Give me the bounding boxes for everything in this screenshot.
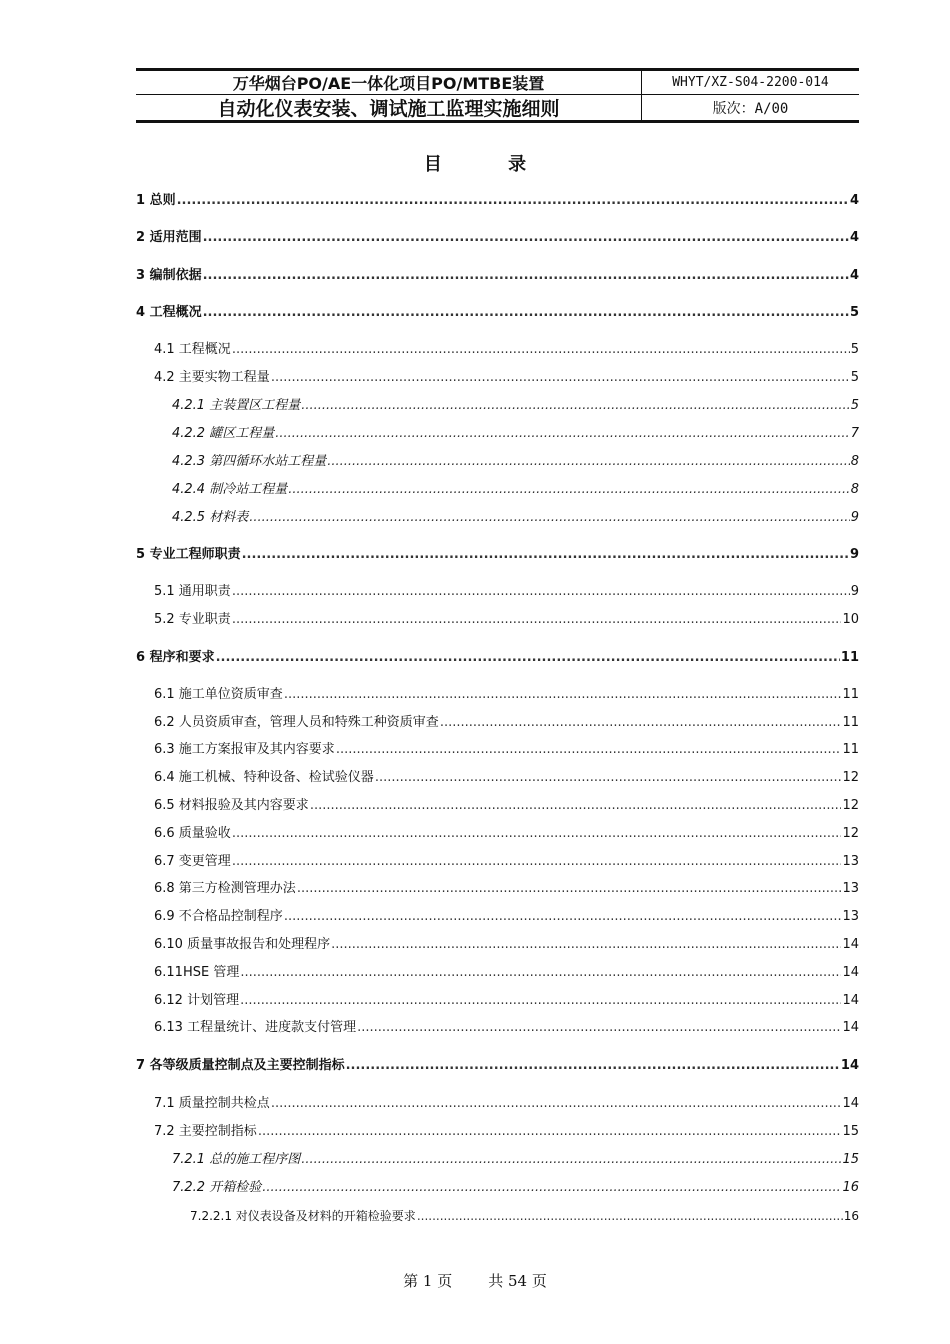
toc-leader-dots: [232, 612, 842, 628]
toc-leader-dots: [240, 965, 841, 981]
toc-entry[interactable]: [154, 798, 859, 814]
toc-entry-label: 4.2.1 主装置区工程量: [172, 398, 301, 413]
toc-entry-label: 6.2 人员资质审查，管理人员和特殊工种资质审查: [154, 715, 439, 730]
toc-entry-label: 6.13 工程量统计、进度款支付管理: [154, 1020, 357, 1035]
toc-entry-page: 9: [849, 547, 859, 562]
current-page: 第 1 页: [403, 1272, 453, 1290]
toc-entry-page: 5: [850, 398, 859, 413]
toc-entry-page: 16: [843, 1209, 859, 1223]
total-pages: 共 54 页: [488, 1272, 547, 1290]
toc-entry-label: 1 总则: [136, 193, 176, 208]
toc-entry[interactable]: [154, 993, 859, 1009]
toc-entry-label: 6.5 材料报验及其内容要求: [154, 798, 309, 813]
toc-entry-page: 14: [842, 965, 859, 980]
toc-leader-dots: [284, 909, 842, 925]
toc-entry-page: 9: [850, 510, 859, 525]
toc-leader-dots: [327, 454, 850, 470]
toc-leader-dots: [203, 305, 849, 321]
toc-entry[interactable]: [154, 965, 859, 981]
toc-entry[interactable]: [154, 1020, 859, 1036]
toc-entry-label: 6.1 施工单位资质审查: [154, 687, 283, 702]
toc-entry-page: 12: [842, 770, 859, 785]
toc-entry-page: 14: [842, 993, 859, 1008]
toc-entry-page: 4: [849, 230, 859, 245]
toc-entry[interactable]: [154, 370, 859, 386]
version-label: 版次：A/00: [712, 100, 789, 117]
toc-entry[interactable]: [136, 268, 859, 284]
toc-entry-label: 5 专业工程师职责: [136, 547, 241, 562]
toc-entry[interactable]: [136, 1058, 859, 1074]
toc-entry-label: 6.12 计划管理: [154, 993, 240, 1008]
toc-entry-page: 13: [842, 854, 859, 869]
toc-entry-label: 4.2.3 第四循环水站工程量: [172, 454, 327, 469]
toc-entry-label: 6.7 变更管理: [154, 854, 231, 869]
toc-entry[interactable]: [136, 305, 859, 321]
toc-entry-label: 7.2 主要控制指标: [154, 1124, 257, 1139]
toc-entry[interactable]: [136, 650, 859, 666]
toc-entry-page: 11: [842, 715, 859, 730]
toc-entry-page: 16: [842, 1180, 859, 1195]
toc-entry[interactable]: [136, 230, 859, 246]
toc-leader-dots: [284, 687, 842, 703]
toc-entry-label: 7.2.1 总的施工程序图: [172, 1152, 301, 1167]
toc-leader-dots: [331, 937, 841, 953]
toc-entry-label: 6.11HSE 管理: [154, 965, 240, 980]
toc-leader-dots: [357, 1020, 841, 1036]
toc-entry[interactable]: [136, 547, 859, 563]
toc-entry-label: 7.1 质量控制共检点: [154, 1096, 270, 1111]
toc-entry-label: 5.1 通用职责: [154, 584, 231, 599]
toc-leader-dots: [346, 1058, 840, 1074]
toc-leader-dots: [249, 510, 850, 526]
toc-entry-page: 4: [849, 268, 859, 283]
toc-entry[interactable]: [172, 426, 859, 442]
toc-entry[interactable]: [154, 342, 859, 358]
toc-entry-label: 4 工程概况: [136, 305, 202, 320]
toc-entry[interactable]: [154, 826, 859, 842]
toc-entry[interactable]: [154, 937, 859, 953]
toc-entry-label: 4.2 主要实物工程量: [154, 370, 270, 385]
toc-entry-label: 6.9 不合格品控制程序: [154, 909, 283, 924]
toc-leader-dots: [240, 993, 841, 1009]
toc-entry-page: 10: [842, 612, 859, 627]
toc-entry-page: 7: [850, 426, 859, 441]
toc-leader-dots: [262, 1180, 841, 1196]
toc-entry-label: 6.10 质量事故报告和处理程序: [154, 937, 331, 952]
toc-leader-dots: [288, 482, 850, 498]
toc-entry[interactable]: [154, 770, 859, 786]
toc-entry-label: 5.2 专业职责: [154, 612, 231, 627]
toc-entry-page: 14: [842, 1096, 859, 1111]
toc-leader-dots: [177, 193, 849, 209]
toc-entry-label: 2 适用范围: [136, 230, 202, 245]
document-number: WHYT/XZ-S04-2200-014: [672, 75, 829, 90]
toc-entry-label: 4.2.5 材料表: [172, 510, 249, 525]
toc-entry-label: 7.2.2.1 对仪表设备及材料的开箱检验要求: [190, 1209, 416, 1223]
toc-entry-page: 4: [849, 193, 859, 208]
toc-leader-dots: [275, 426, 850, 442]
toc-entry-page: 14: [842, 1020, 859, 1035]
toc-entry-page: 11: [842, 687, 859, 702]
toc-leader-dots: [232, 854, 842, 870]
toc-leader-dots: [310, 798, 842, 814]
toc-entry[interactable]: [172, 1152, 859, 1168]
toc-entry-label: 7 各等级质量控制点及主要控制指标: [136, 1058, 345, 1073]
toc-entry-page: 9: [850, 584, 859, 599]
toc-entry-page: 5: [849, 305, 859, 320]
document-title: 自动化仪表安装、调试施工监理实施细则: [136, 95, 642, 120]
toc-entry-label: 6 程序和要求: [136, 650, 215, 665]
toc-entry[interactable]: [172, 1180, 859, 1196]
toc-entry-label: 7.2.2 开箱检验: [172, 1180, 262, 1195]
toc-entry-label: 3 编制依据: [136, 268, 202, 283]
toc-leader-dots: [336, 742, 842, 758]
toc-entry[interactable]: [136, 193, 859, 209]
toc-entry-label: 6.4 施工机械、特种设备、检试验仪器: [154, 770, 374, 785]
toc-leader-dots: [271, 1096, 842, 1112]
toc-entry-page: 13: [842, 909, 859, 924]
toc-entry[interactable]: [154, 612, 859, 628]
toc-entry-page: 12: [842, 826, 859, 841]
toc-entry-label: 6.6 质量验收: [154, 826, 231, 841]
toc-entry-page: 5: [850, 342, 859, 357]
toc-leader-dots: [232, 584, 850, 600]
toc-leader-dots: [297, 881, 842, 897]
toc-entry[interactable]: [190, 1208, 859, 1224]
toc-entry[interactable]: [154, 881, 859, 897]
toc-entry-page: 14: [840, 1058, 859, 1073]
toc-entry-page: 11: [840, 650, 859, 665]
toc-entry[interactable]: [154, 854, 859, 870]
toc-entry[interactable]: [154, 584, 859, 600]
toc-entry[interactable]: [154, 687, 859, 703]
page-footer: [0, 1270, 950, 1291]
toc-entry-page: 15: [842, 1152, 859, 1167]
toc-leader-dots: [232, 826, 842, 842]
toc-entry-label: 6.8 第三方检测管理办法: [154, 881, 296, 896]
toc-leader-dots: [271, 370, 850, 386]
toc-entry-page: 11: [842, 742, 859, 757]
toc-entry[interactable]: [154, 715, 859, 731]
toc-entry-page: 15: [842, 1124, 859, 1139]
toc-heading: 目 录: [423, 154, 557, 175]
toc-leader-dots: [216, 650, 840, 666]
toc-entry-page: 8: [850, 454, 859, 469]
toc-entry[interactable]: [154, 1096, 859, 1112]
toc-entry-page: 14: [842, 937, 859, 952]
toc-leader-dots: [203, 230, 849, 246]
toc-entry[interactable]: [172, 482, 859, 498]
toc-entry[interactable]: [154, 1124, 859, 1140]
toc-entry-page: 5: [850, 370, 859, 385]
toc-leader-dots: [258, 1124, 842, 1140]
toc-leader-dots: [375, 770, 842, 786]
toc-leader-dots: [232, 342, 850, 358]
toc-leader-dots: [242, 547, 849, 563]
toc-entry[interactable]: [172, 510, 859, 526]
toc-entry[interactable]: [154, 742, 859, 758]
toc-entry-page: 8: [850, 482, 859, 497]
toc-entry-label: 6.3 施工方案报审及其内容要求: [154, 742, 335, 757]
toc-entry-label: 4.1 工程概况: [154, 342, 231, 357]
toc-entry[interactable]: [172, 454, 859, 470]
toc-entry-label: 4.2.4 制冷站工程量: [172, 482, 288, 497]
toc-leader-dots: [301, 1152, 841, 1168]
toc-entry[interactable]: [172, 398, 859, 414]
toc-entry-label: 4.2.2 罐区工程量: [172, 426, 275, 441]
toc-entry-page: 13: [842, 881, 859, 896]
project-name: 万华烟台PO/AE一体化项目PO/MTBE装置: [136, 71, 642, 94]
toc-entry[interactable]: [154, 909, 859, 925]
toc-entry-page: 12: [842, 798, 859, 813]
toc-leader-dots: [440, 715, 842, 731]
toc-leader-dots: [203, 268, 849, 284]
toc-leader-dots: [417, 1208, 843, 1224]
toc-leader-dots: [301, 398, 850, 414]
